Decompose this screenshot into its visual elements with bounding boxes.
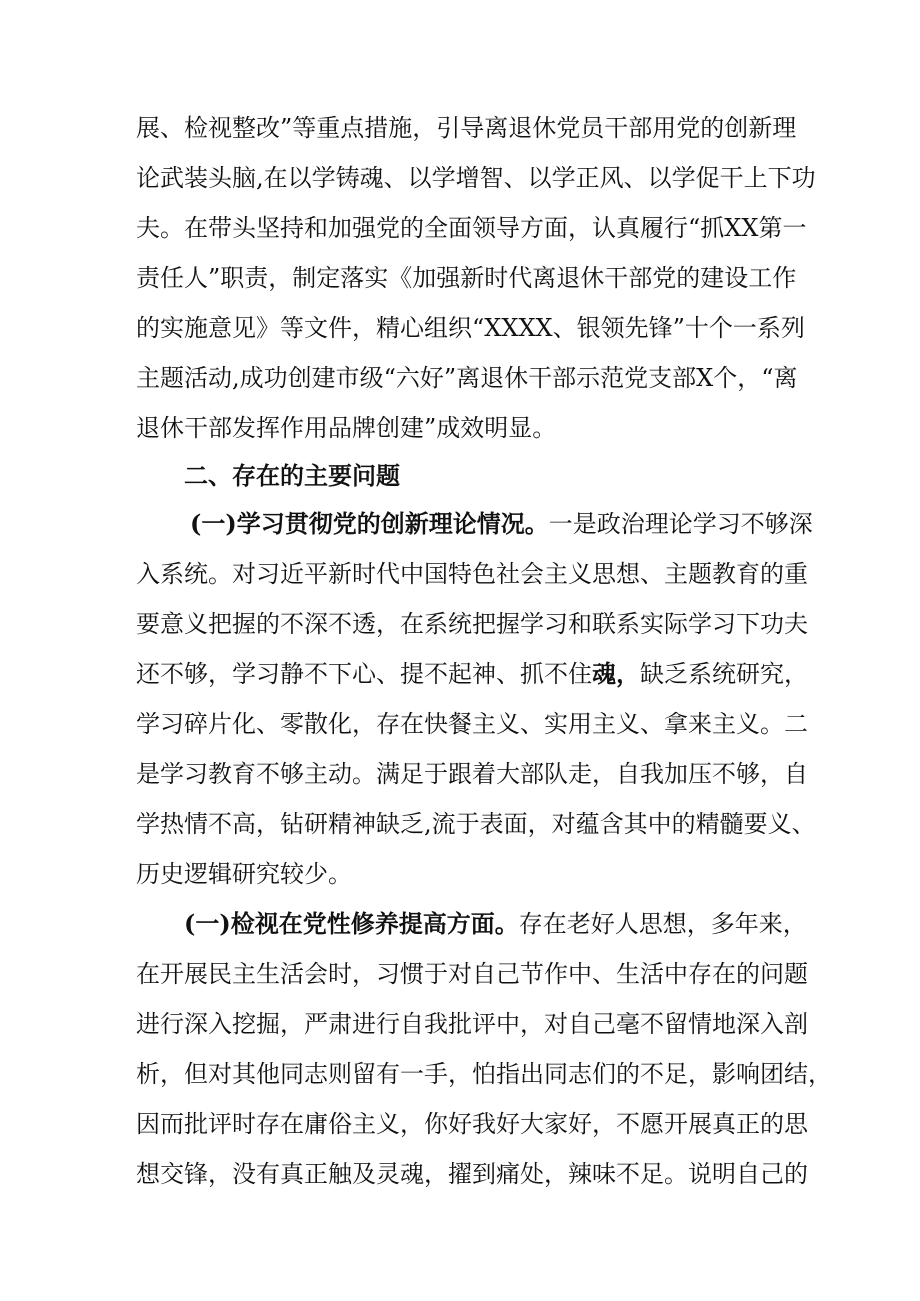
item1-line-8: 历史逻辑研究较少。: [136, 860, 352, 888]
item2-line-4: 析，但对其他同志则留有一手，怕指出同志们的不足，影响团结，: [136, 1060, 832, 1088]
item2-title: (一)检视在党性修养提高方面。: [184, 909, 519, 938]
item1-line-6: 是学习教育不够主动。满足于跟着大部队走，自我加压不够，自: [136, 760, 808, 788]
item2-line-1: [184, 904, 807, 944]
item2-first-rest: 存在老好人思想，多年来，: [518, 910, 807, 938]
item1-line-2: 入系统。对习近平新时代中国特色社会主义思想、主题教育的重: [136, 560, 808, 588]
item2-line-6: 想交锋，没有真正触及灵魂，擢到痛处，辣味不足。说明自己的: [136, 1160, 808, 1188]
para1-line-3: 夫。在带头坚持和加强党的全面领导方面，认真履行“抓XX第一: [136, 214, 807, 242]
item1-line4-pre: 还不够，学习静不下心、提不起神、抓不住: [136, 660, 592, 688]
item1-line-4: [136, 654, 808, 694]
para1-line-4: 责任人”职责，制定落实《加强新时代离退休干部党的建设工作: [136, 264, 797, 292]
item1-line-5: 学习碎片化、零散化，存在快餐主义、实用主义、拿来主义。二: [136, 710, 808, 738]
item2-line-2: 在开展民主生活会时，习惯于对自己节作中、生活中存在的问题: [136, 960, 808, 988]
para1-line-7: 退休干部发挥作用品牌创建”成效明显。: [136, 414, 557, 442]
para1-line-5: 的实施意见》等文件，精心组织“XXXX、银领先锋”十个一系列: [136, 314, 805, 342]
item1-line-1: [190, 504, 813, 544]
item1-line4-bold: 魂，: [592, 659, 640, 688]
item2-line-3: 进行深入挖掘，严肃进行自我批评中，对自己毫不留情地深入剖: [136, 1010, 808, 1038]
item1-line-3: 要意义把握的不深不透，在系统把握学习和联系实际学习下功夫: [136, 610, 808, 638]
item1-first-rest: 一是政治理论学习不够深: [548, 510, 813, 538]
item1-title: (一)学习贯彻党的创新理论情况。: [190, 509, 549, 538]
para1-line-1: 展、检视整改”等重点措施，引导离退休党员干部用党的创新理: [136, 114, 797, 142]
item1-line-7: 学热情不高，钻研精神缺乏,流于表面，对蕴含其中的精髓要义、: [136, 810, 816, 838]
item2-line-5: 因而批评时存在庸俗主义，你好我好大家好，不愿开展真正的思: [136, 1110, 808, 1138]
para1-line-6: 主题活动,成功创建市级“六好”离退休干部示范党支部X个，“离: [136, 364, 798, 392]
para1-line-2: 论武装头脑,在以学铸魂、以学增智、以学正风、以学促干上下功: [136, 164, 816, 192]
item1-line4-post: 缺乏系统研究，: [640, 660, 808, 688]
section-heading: 二、存在的主要问题: [184, 461, 400, 490]
